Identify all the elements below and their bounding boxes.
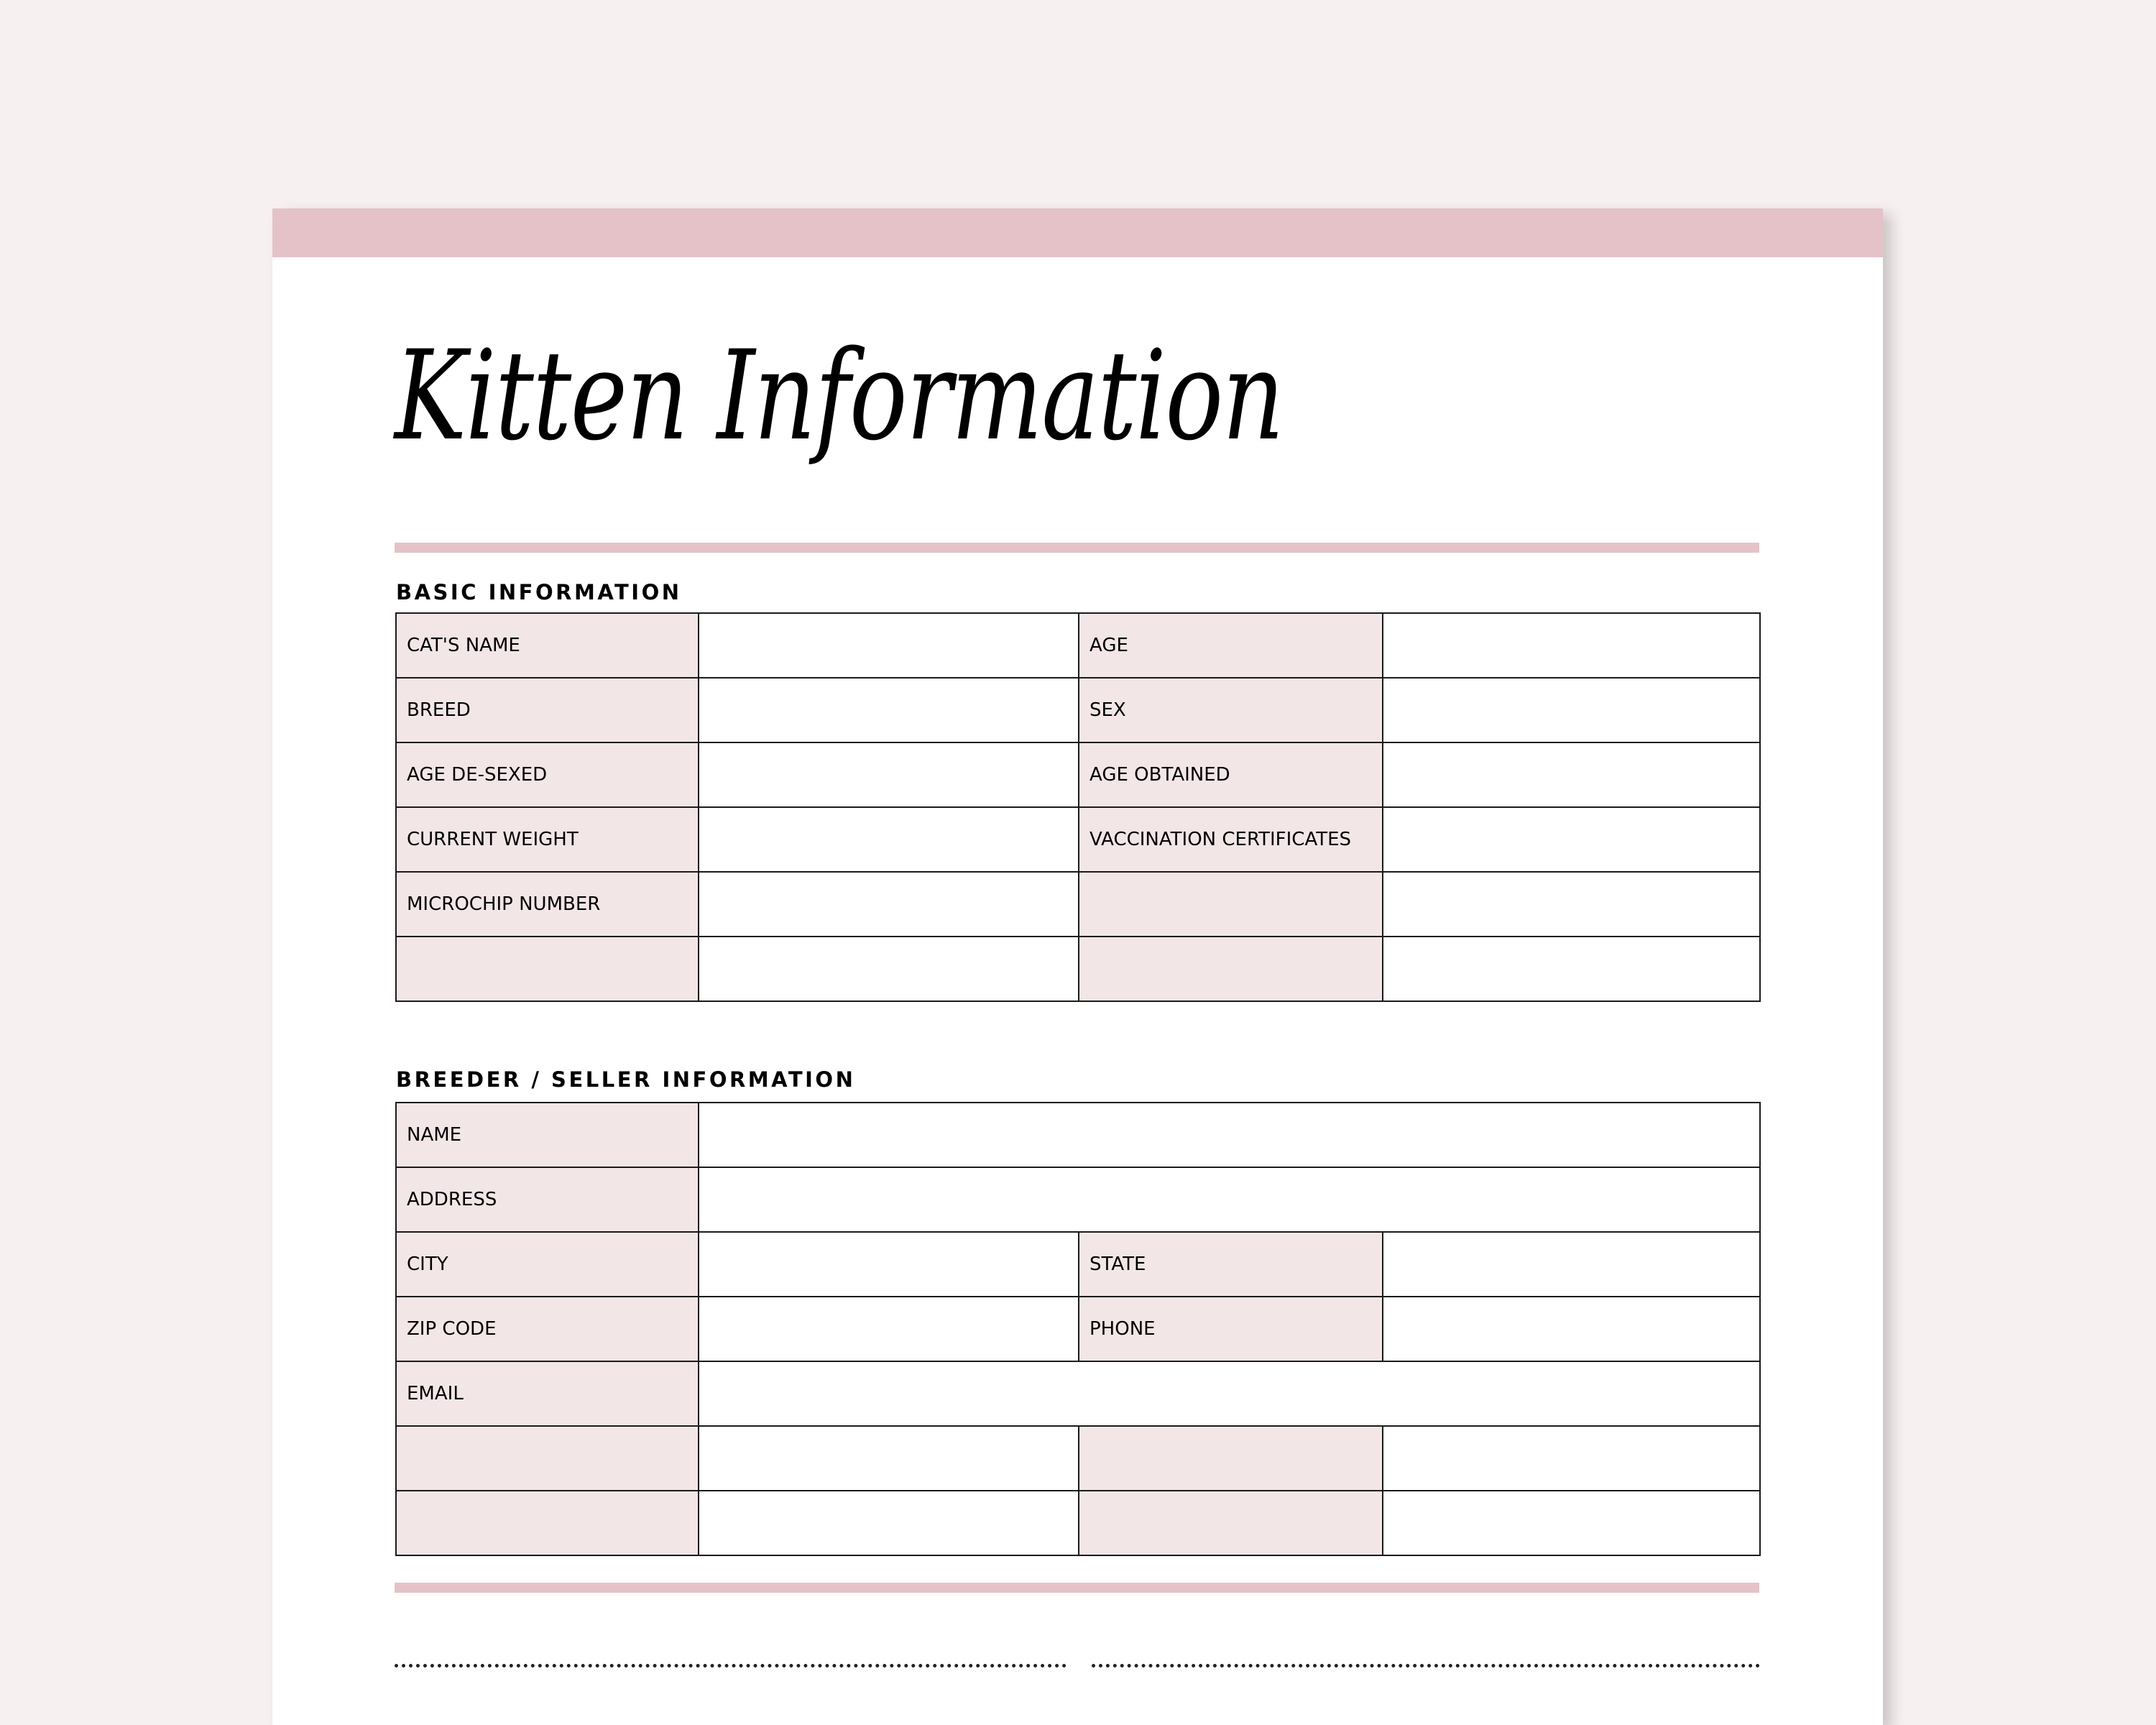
- basic-info-table: [395, 612, 1761, 1002]
- current-weight-label: CURRENT WEIGHT: [396, 807, 699, 872]
- age-label: AGE: [1079, 613, 1383, 678]
- sheet-top-band: [272, 208, 1883, 257]
- sex-label: SEX: [1079, 678, 1383, 742]
- blank-field[interactable]: [1383, 1426, 1760, 1491]
- breeder-name-field[interactable]: [699, 1103, 1760, 1167]
- blank-label: [1079, 1426, 1383, 1491]
- bottom-divider: [395, 1583, 1759, 1593]
- page-title: Kitten Information: [395, 323, 1284, 468]
- microchip-number-label: MICROCHIP NUMBER: [396, 872, 699, 937]
- city-field[interactable]: [699, 1232, 1079, 1297]
- table-row: [396, 1167, 1760, 1232]
- age-obtained-field[interactable]: [1383, 742, 1760, 807]
- table-row: [396, 1361, 1760, 1426]
- breeder-info-heading: BREEDER / SELLER INFORMATION: [396, 1067, 856, 1092]
- email-label: EMAIL: [396, 1361, 699, 1426]
- blank-label: [396, 1426, 699, 1491]
- table-row: [396, 872, 1760, 937]
- table-row: [396, 1426, 1760, 1491]
- city-label: CITY: [396, 1232, 699, 1297]
- breed-field[interactable]: [699, 678, 1079, 742]
- age-obtained-label: AGE OBTAINED: [1079, 742, 1383, 807]
- breeder-name-label: NAME: [396, 1103, 699, 1167]
- blank-field[interactable]: [1383, 937, 1760, 1001]
- table-row: [396, 1232, 1760, 1297]
- cats-name-label: CAT'S NAME: [396, 613, 699, 678]
- blank-label: [396, 937, 699, 1001]
- table-row: [396, 1103, 1760, 1167]
- breeder-info-table: [395, 1102, 1761, 1556]
- table-row: [396, 742, 1760, 807]
- phone-field[interactable]: [1383, 1297, 1760, 1361]
- age-field[interactable]: [1383, 613, 1760, 678]
- blank-field[interactable]: [699, 937, 1079, 1001]
- blank-field[interactable]: [1383, 1491, 1760, 1555]
- dotted-line-right: [1092, 1664, 1760, 1668]
- table-row: [396, 807, 1760, 872]
- cats-name-field[interactable]: [699, 613, 1079, 678]
- vaccination-certificates-label: VACCINATION CERTIFICATES: [1079, 807, 1383, 872]
- blank-label: [1079, 872, 1383, 937]
- table-row: [396, 937, 1760, 1001]
- age-desexed-label: AGE DE-SEXED: [396, 742, 699, 807]
- state-label: STATE: [1079, 1232, 1383, 1297]
- table-row: [396, 1297, 1760, 1361]
- blank-field[interactable]: [1383, 872, 1760, 937]
- email-field[interactable]: [699, 1361, 1760, 1426]
- zip-code-label: ZIP CODE: [396, 1297, 699, 1361]
- vaccination-certificates-field[interactable]: [1383, 807, 1760, 872]
- blank-field[interactable]: [699, 1426, 1079, 1491]
- basic-info-heading: BASIC INFORMATION: [396, 580, 682, 604]
- blank-label: [1079, 937, 1383, 1001]
- table-row: [396, 678, 1760, 742]
- blank-field[interactable]: [699, 1491, 1079, 1555]
- state-field[interactable]: [1383, 1232, 1760, 1297]
- breed-label: BREED: [396, 678, 699, 742]
- sex-field[interactable]: [1383, 678, 1760, 742]
- table-row: [396, 1491, 1760, 1555]
- table-row: [396, 613, 1760, 678]
- title-divider: [395, 543, 1759, 553]
- blank-label: [396, 1491, 699, 1555]
- current-weight-field[interactable]: [699, 807, 1079, 872]
- dotted-line-left: [395, 1664, 1067, 1668]
- address-label: ADDRESS: [396, 1167, 699, 1232]
- phone-label: PHONE: [1079, 1297, 1383, 1361]
- kitten-info-sheet: [272, 208, 1883, 1725]
- microchip-number-field[interactable]: [699, 872, 1079, 937]
- blank-label: [1079, 1491, 1383, 1555]
- age-desexed-field[interactable]: [699, 742, 1079, 807]
- address-field[interactable]: [699, 1167, 1760, 1232]
- zip-code-field[interactable]: [699, 1297, 1079, 1361]
